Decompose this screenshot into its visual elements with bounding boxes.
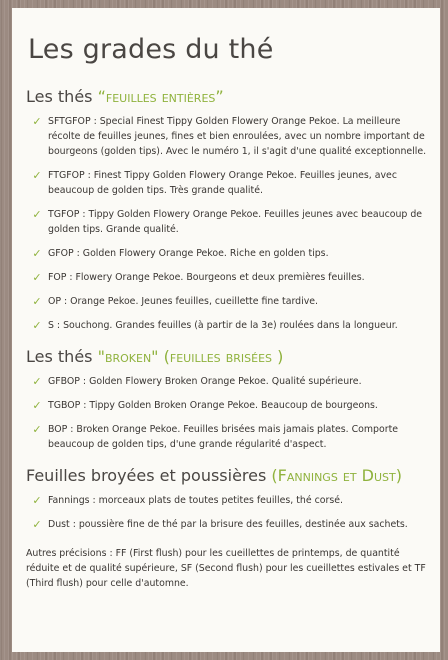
list-item [26, 398, 428, 413]
list-item-text: GFBOP : Golden Flowery Broken Orange Pekoe. Qualité supérieure. [48, 376, 362, 387]
check-icon: ✓ [32, 271, 42, 284]
list-item-text: TGFOP : Tippy Golden Flowery Orange Pekoe. Feuilles jeunes avec beaucoup de golden tips. Grande qualité. [48, 209, 423, 235]
list-item [26, 270, 428, 285]
list-item [26, 318, 428, 333]
section-title [26, 347, 428, 366]
section-title-prefix: Les thés [26, 347, 98, 366]
list-item-text: TGBOP : Tippy Golden Broken Orange Pekoe. Beaucoup de bourgeons. [48, 400, 378, 411]
list-item [26, 374, 428, 389]
list-item [26, 517, 428, 532]
section-title-accent: "broken" (feuilles brisées ) [97, 347, 284, 366]
list-item-text: GFOP : Golden Flowery Orange Pekoe. Riche en golden tips. [48, 248, 329, 259]
list-item [26, 422, 428, 452]
section-title-prefix: Les thés [26, 87, 98, 106]
list-item [26, 294, 428, 309]
list-item-text: Dust : poussière fine de thé par la brisure des feuilles, destinée aux sachets. [48, 519, 408, 530]
list-item-text: FOP : Flowery Orange Pekoe. Bourgeons et deux premières feuilles. [48, 272, 365, 283]
tea-grades-card [12, 8, 440, 652]
list-item-text: Fannings : morceaux plats de toutes petites feuilles, thé corsé. [48, 495, 343, 506]
list-item [26, 246, 428, 261]
check-icon: ✓ [32, 247, 42, 260]
list-item-text: BOP : Broken Orange Pekoe. Feuilles brisées mais jamais plates. Comporte beaucoup de golden tips, d'une grande régularité d'aspect. [48, 424, 399, 450]
check-icon: ✓ [32, 399, 42, 412]
list-item [26, 207, 428, 237]
section-title [26, 466, 428, 485]
section-title-accent: (Fannings et Dust) [271, 466, 402, 485]
section-fannings-dust [26, 466, 428, 532]
footnote: Autres précisions : FF (First flush) pour les cueillettes de printemps, de quantité réduite et de qualité supérieure, SF (Second flush) pour les cueillettes estivales et TF (Third flush) pour celle d'automne. [26, 548, 426, 589]
check-icon: ✓ [32, 375, 42, 388]
check-icon: ✓ [32, 115, 42, 128]
check-icon: ✓ [32, 494, 42, 507]
list-item [26, 493, 428, 508]
check-icon: ✓ [32, 295, 42, 308]
check-icon: ✓ [32, 423, 42, 436]
list-item-text: OP : Orange Pekoe. Jeunes feuilles, cueillette fine tardive. [48, 296, 319, 307]
check-icon: ✓ [32, 518, 42, 531]
check-icon: ✓ [32, 319, 42, 332]
section-whole-leaf [26, 87, 428, 333]
page-title: Les grades du thé [28, 34, 274, 65]
section-title [26, 87, 428, 106]
section-title-prefix: Feuilles broyées et poussières [26, 466, 272, 485]
list-item-text: SFTGFOP : Special Finest Tippy Golden Flowery Orange Pekoe. La meilleure récolte de feuilles jeunes, fines et bien enroulées, avec un nombre important de bourgeons (golden tips). Avec le numéro 1, il s'agit d'une qualité exceptionnelle. [48, 116, 427, 157]
list-item-text: FTGFOP : Finest Tippy Golden Flowery Orange Pekoe. Feuilles jeunes, avec beaucoup de golden tips. Très grande qualité. [48, 170, 397, 196]
list-item [26, 168, 428, 198]
check-icon: ✓ [32, 169, 42, 182]
section-title-accent: “feuilles entières” [97, 87, 224, 106]
section-broken [26, 347, 428, 452]
check-icon: ✓ [32, 208, 42, 221]
list-item-text: S : Souchong. Grandes feuilles (à partir de la 3e) roulées dans la longueur. [48, 320, 398, 331]
list-item [26, 114, 428, 159]
